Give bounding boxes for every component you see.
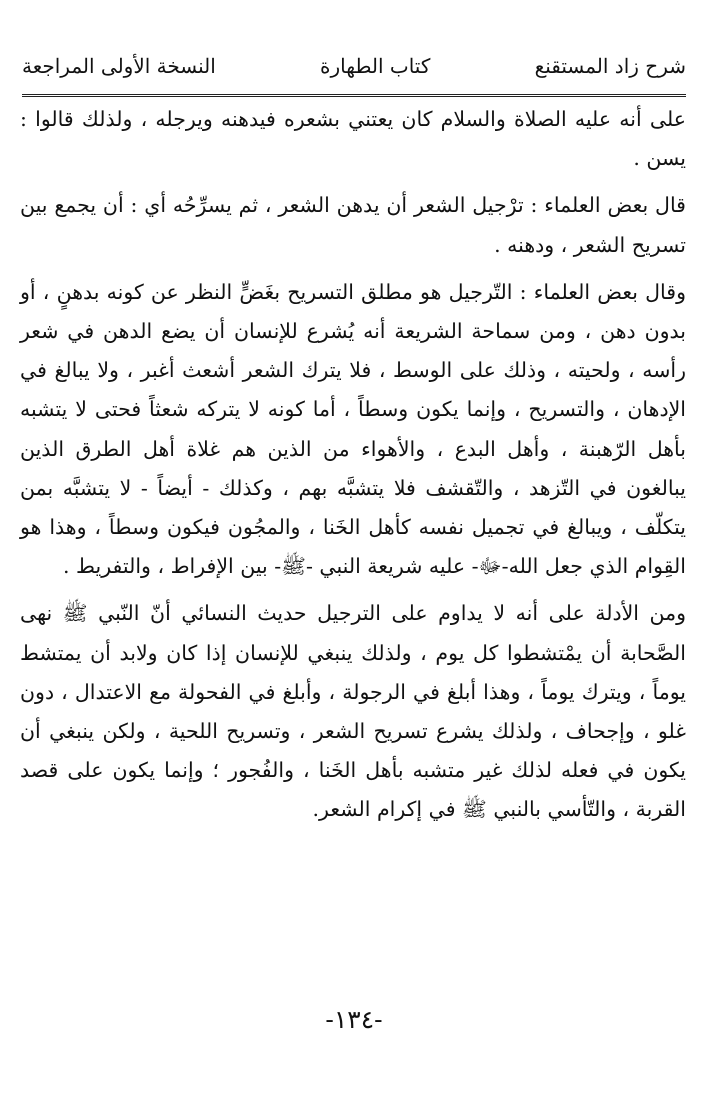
edition-label: النسخة الأولى المراجعة	[22, 54, 216, 78]
paragraph: على أنه عليه الصلاة والسلام كان يعتني بشعره فيدهنه ويرجله ، ولذلك قالوا : يسن .	[20, 107, 686, 171]
page-number: -١٣٤-	[325, 1005, 383, 1034]
paragraph: قال بعض العلماء : ترْجيل الشعر أن يدهن الشعر ، ثم يسرِّحُه أي : أن يجمع بين تسريح الشعر ، ودهنه .	[20, 193, 686, 257]
book-title: شرح زاد المستقنع	[534, 54, 686, 78]
page-body	[20, 100, 686, 830]
paragraph: وقال بعض العلماء : التّرجيل هو مطلق التسريح بغَضٍّ النظر عن كونه بدهنٍ ، أو بدون دهن ، ومن سماحة الشريعة أنه يُشرع للإنسان أن يضع الدهن في شعر رأسه ، ولحيته ، وذلك على الوسط ، فلا يترك الشعر أشعث أغبر ، ولا يبالغ في الإدهان ، والتسريح ، وإنما يكون وسطاً ، أما كونه لا يتركه شعثاً فحتى لا يتشبه بأهل الرّهبنة ، وأهل البدع ، والأهواء من الذين هم غلاة أهل الطرق الذين يبالغون في التّزهد ، والتّقشف فلا يتشبَّه بهم ، وكذلك - أيضاً - لا يتشبَّه بمن يتكلّف ، ويبالغ في تجميل نفسه كأهل الخَنا ، والمجُون فيكون وسطاً ، وهذا هو القِوام الذي جعل الله-ﷻ- عليه شريعة النبي -ﷺ- بين الإفراط ، والتفريط .	[20, 279, 686, 579]
chapter-title: كتاب الطهارة	[320, 54, 431, 78]
paragraph: ومن الأدلة على أنه لا يداوم على الترجيل حديث النسائي أنّ النّبي ﷺ نهى الصَّحابة أن يمْتشطوا كل يوم ، ولذلك ينبغي للإنسان إذا كان ولابد أن يمتشط يوماً ، ويترك يوماً ، وهذا أبلغ في الرجولة ، وأبلغ في الفحولة مع الاعتدال ، دون غلو ، وإجحاف ، ولذلك يشرع تسريح الشعر ، وتسريح اللحية ، ولكن ينبغي أن يكون في فعله لذلك غير متشبه بأهل الخَنا ، والفُجور ؛ وإنما يكون على قصد القربة ، والتّأسي بالنبي ﷺ في إكرام الشعر.	[20, 601, 686, 822]
running-header	[22, 38, 686, 97]
